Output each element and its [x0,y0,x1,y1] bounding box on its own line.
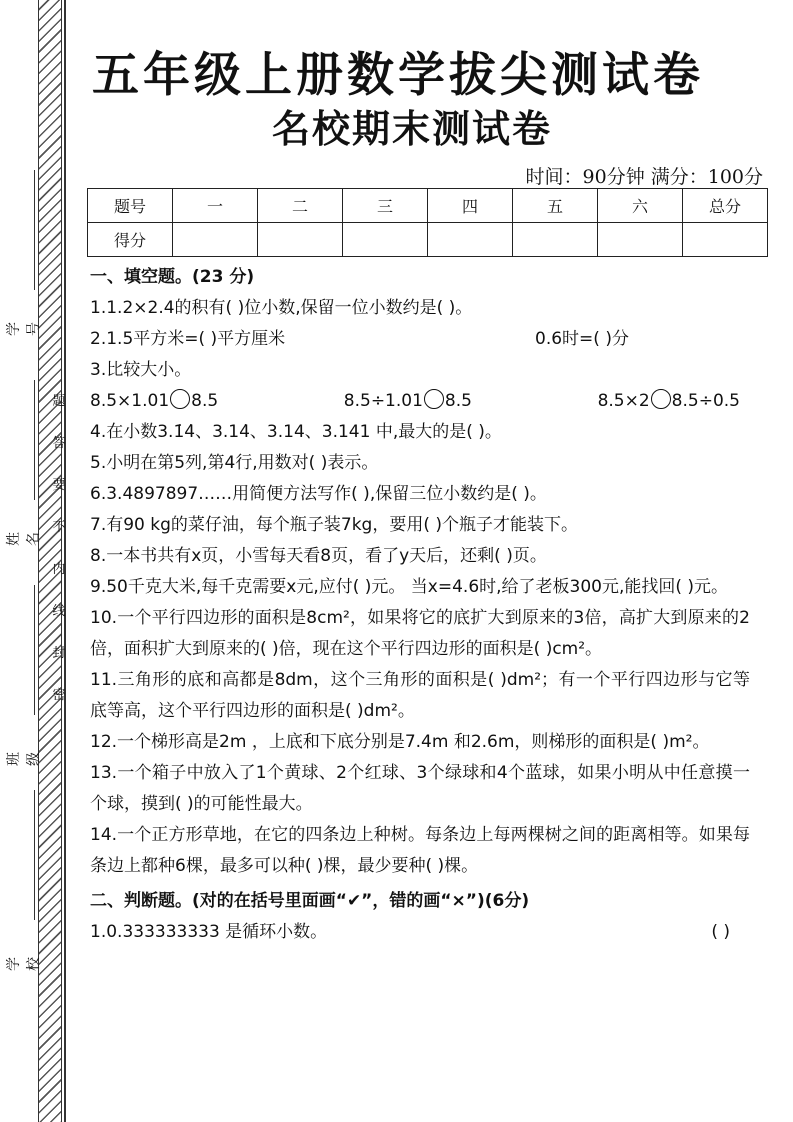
seal-char: 线 [52,604,66,619]
score-input-cell[interactable] [343,223,428,257]
question-13: 13.一个箱子中放入了1个黄球、2个红球、3个绿球和4个蓝球，如果小明从中任意摸一个球，摸到( )的可能性最大。 [90,763,750,814]
comparison-left: 8.5×1.01 [90,391,170,411]
question-4: 4.在小数3.1̇4̇、3.14̇、3.14、3.141 中,最大的是( )。 [90,422,502,442]
question-9: 9.50千克大米,每千克需要x元,应付( )元。 当x=4.6时,给了老板300元,能找回( )元。 [90,577,729,597]
score-cell: 得分 [88,223,173,257]
time-score-info: 时间：90分钟 满分：100分 [525,166,763,188]
score-cell: 三 [343,189,428,223]
comparison-right: 8.5 [191,391,219,411]
score-input-cell[interactable] [598,223,683,257]
comparison-a [90,386,218,417]
question-2 [90,324,750,355]
seal-char: 不 [52,520,66,535]
school-label: 学校 [6,957,42,971]
question-8: 8.一本书共有x页，小雪每天看8页，看了y天后，还剩( )页。 [90,546,547,566]
judge-question-1 [90,917,750,948]
score-table [87,188,768,257]
score-table-score-row [88,223,768,257]
score-cell: 题号 [88,189,173,223]
judge-question-text: 1.0.333333333 是循环小数。 [90,922,328,942]
seal-char: 密 [52,688,66,703]
comparison-c [598,386,740,417]
comparison-b [344,386,472,417]
comparison-right: 8.5÷0.5 [671,391,740,411]
answer-paren[interactable]: ( ) [711,922,730,942]
comparison-left: 8.5÷1.01 [343,391,423,411]
compare-circle[interactable] [424,389,444,409]
compare-circle[interactable] [170,389,190,409]
school-line [34,790,35,920]
exam-content [90,262,750,948]
compare-circle[interactable] [651,389,671,409]
question-3: 3.比较大小。 [90,360,192,380]
question-7: 7.有90 kg的菜仔油，每个瓶子装7kg，要用( )个瓶子才能装下。 [90,515,579,535]
section-heading: 二、判断题。(对的在括号里面画“✔”，错的画“×”)(6分) [90,891,530,911]
score-cell: 六 [598,189,683,223]
seal-char: 要 [52,478,66,493]
student-id-line [34,170,35,290]
seal-line-text [50,390,68,726]
score-table-header-row [88,189,768,223]
seal-char: 封 [52,646,66,661]
question-3-comparisons [90,386,750,417]
exam-title: 五年级上册数学拔尖测试卷 [92,48,704,103]
score-cell: 总分 [683,189,768,223]
score-input-cell[interactable] [428,223,513,257]
score-input-cell[interactable] [258,223,343,257]
score-cell: 一 [173,189,258,223]
student-id-label: 学号 [6,322,42,336]
seal-char: 题 [52,394,66,409]
comparison-right: 8.5 [444,391,472,411]
section-heading: 一、填空题。(23 分) [90,267,255,287]
class-line [34,585,35,715]
score-input-cell[interactable] [513,223,598,257]
question-12: 12.一个梯形高是2m ，上底和下底分别是7.4m 和2.6m，则梯形的面积是( )m²。 [90,732,710,752]
score-input-cell[interactable] [173,223,258,257]
score-input-cell[interactable] [683,223,768,257]
question-10: 10.一个平行四边形的面积是8cm²，如果将它的底扩大到原来的3倍，高扩大到原来的2倍，面积扩大到原来的( )倍，现在这个平行四边形的面积是( )cm²。 [90,608,750,659]
class-label: 班级 [6,752,42,766]
question-2-part-b: 0.6时=( )分 [535,329,629,349]
question-14: 14.一个正方形草地，在它的四条边上种树。每条边上每两棵树之间的距离相等。如果每条边上都种6棵，最多可以种( )棵，最少要种( )棵。 [90,825,750,876]
question-11: 11.三角形的底和高都是8dm，这个三角形的面积是( )dm²；有一个平行四边形与它等底等高，这个平行四边形的面积是( )dm²。 [90,670,750,721]
question-6: 6.3.4897897……用简便方法写作( ),保留三位小数约是( )。 [90,484,547,504]
exam-subtitle: 名校期末测试卷 [272,106,553,151]
student-name-label: 姓名 [6,532,42,546]
question-5: 5.小明在第5列,第4行,用数对( )表示。 [90,453,379,473]
score-cell: 四 [428,189,513,223]
student-name-line [34,380,35,500]
question-2-part-a: 2.1.5平方米=( )平方厘米 [90,329,286,349]
seal-char: 答 [52,436,66,451]
score-cell: 五 [513,189,598,223]
question-1: 1.1.2×2.4的积有( )位小数,保留一位小数约是( )。 [90,298,473,318]
score-cell: 二 [258,189,343,223]
comparison-left: 8.5×2 [597,391,650,411]
seal-char: 内 [52,562,66,577]
